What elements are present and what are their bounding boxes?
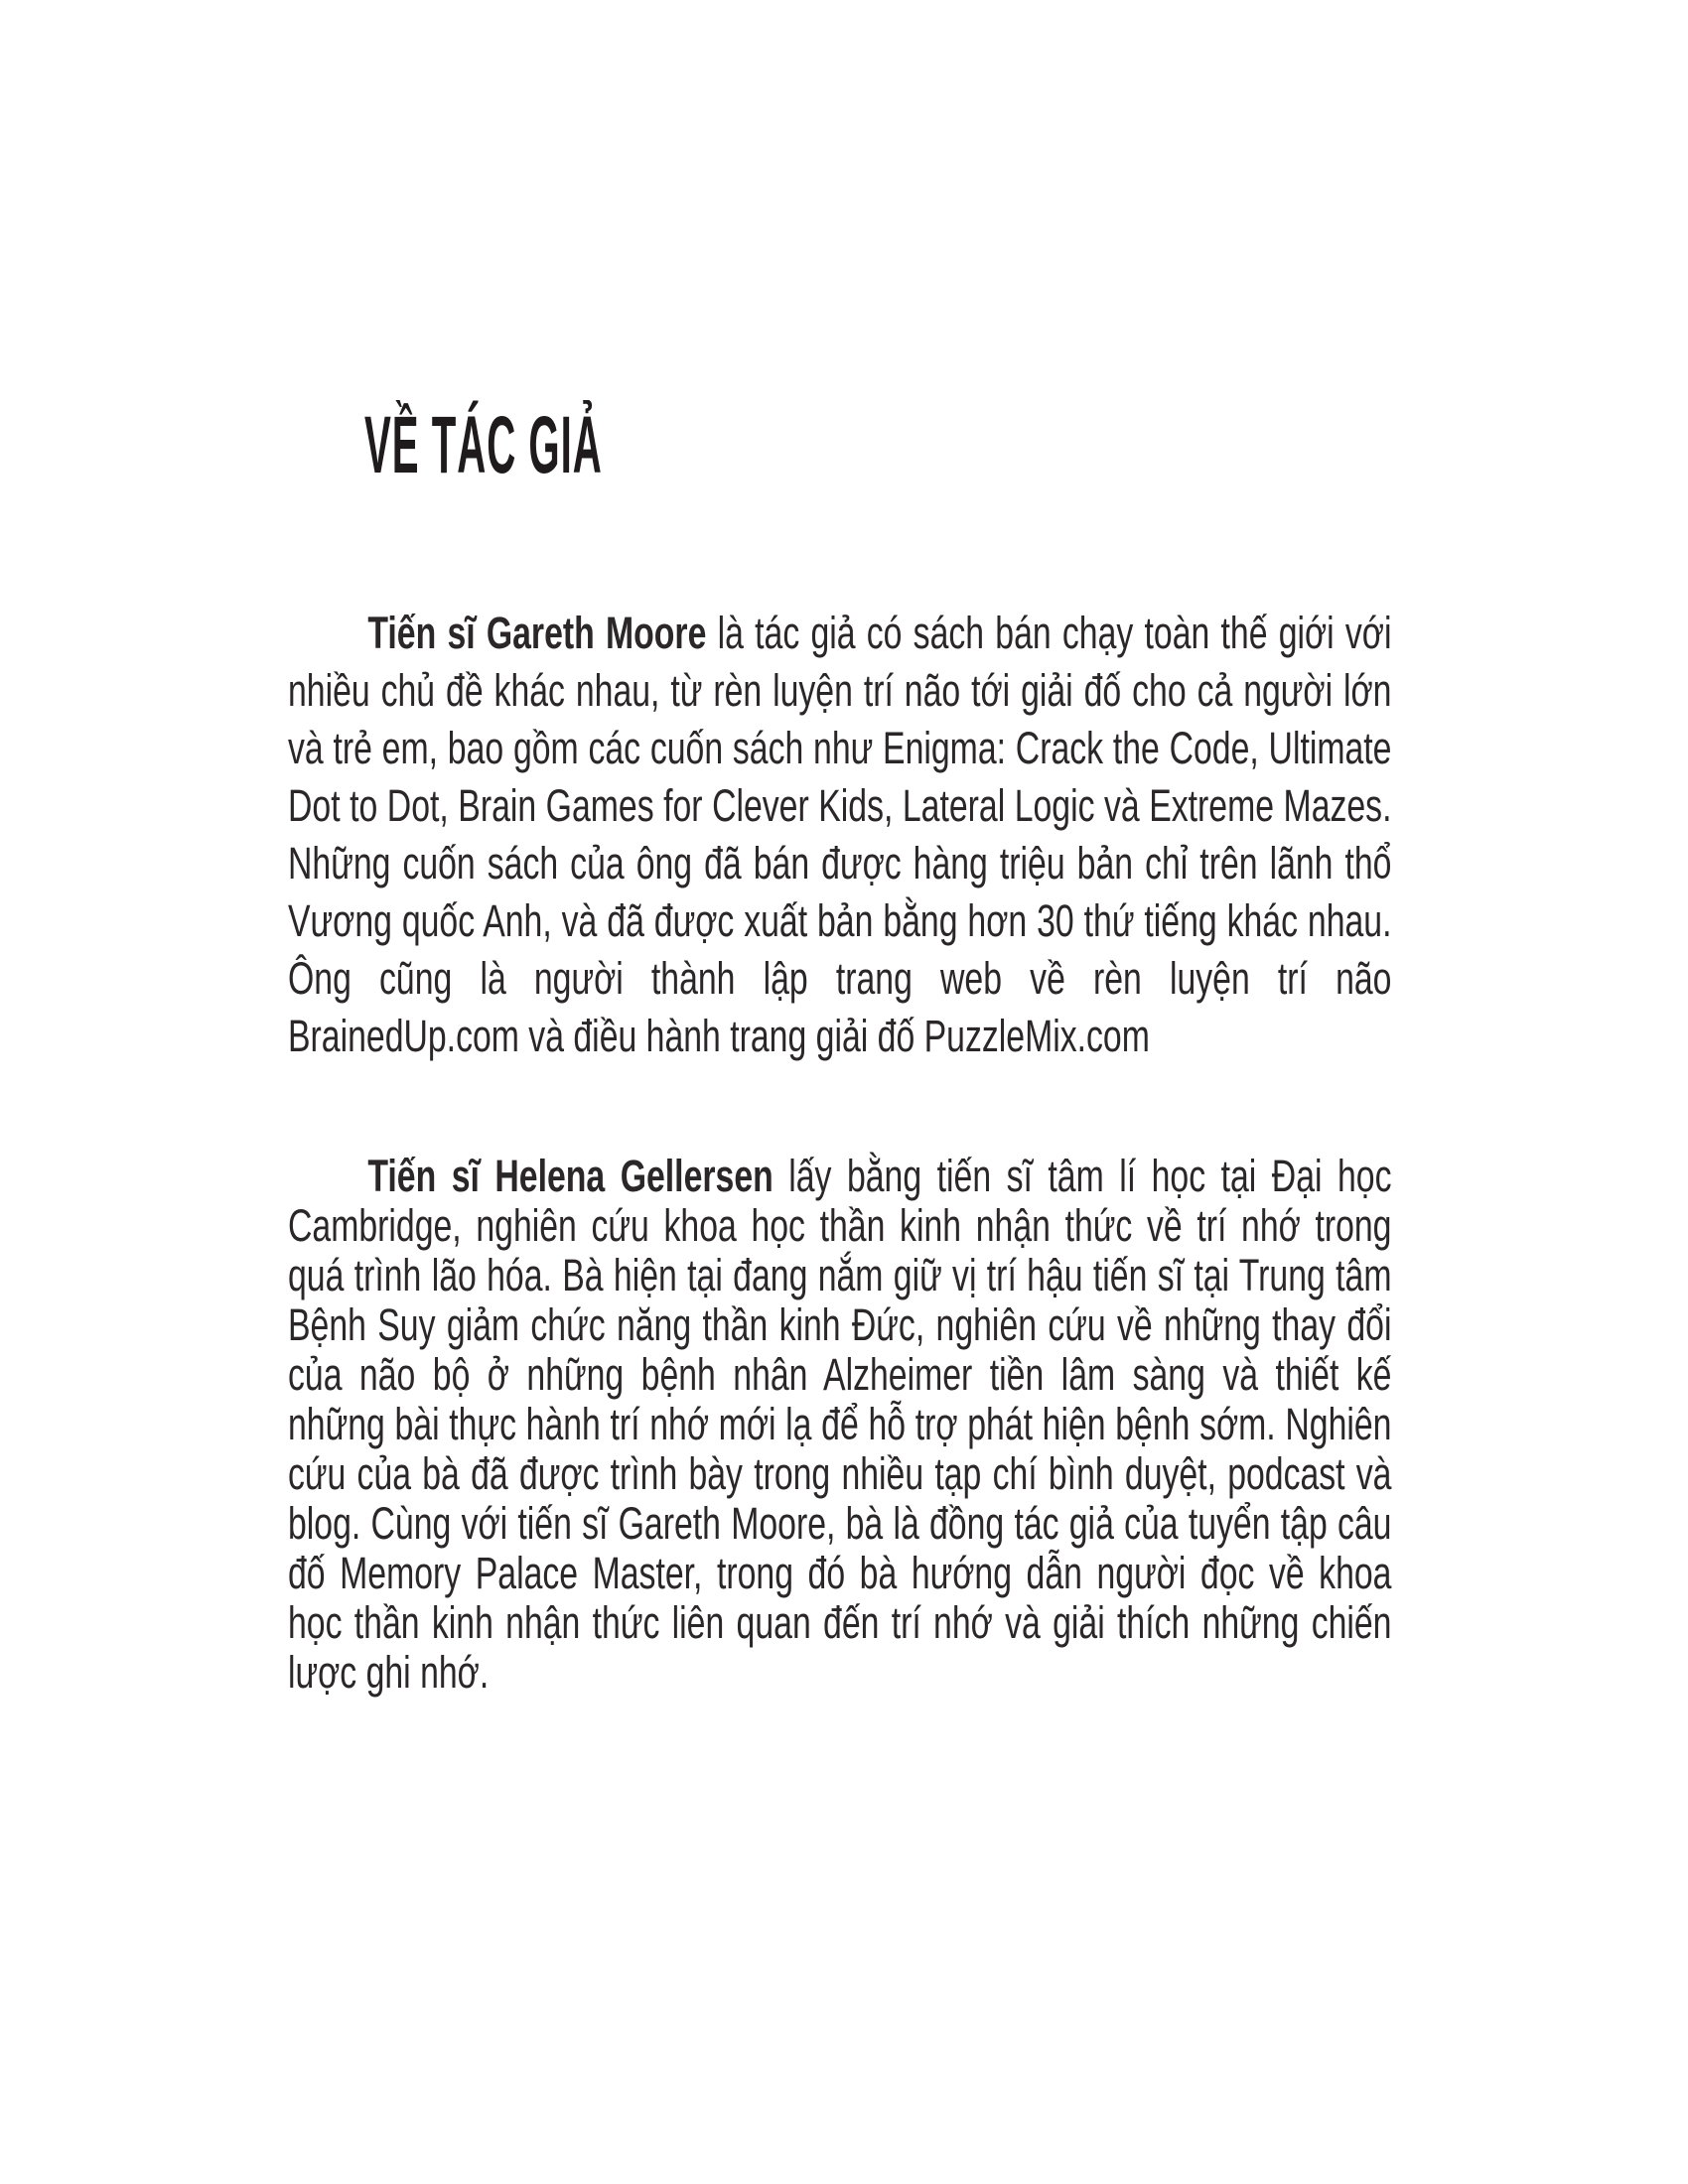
author-name-gareth-moore: Tiến sĩ Gareth Moore [367, 608, 707, 658]
author-bio-helena-gellersen-text: lấy bằng tiến sĩ tâm lí học tại Đại học Cambridge, nghiên cứu khoa học thần kinh nhận thức về trí nhớ trong quá trình lão hóa. Bà hiện tại đang nắm giữ vị trí hậu tiến sĩ tại Trung tâm Bệnh Suy giảm chức năng thần kinh Đức, nghiên cứu về những thay đổi của não bộ ở những bệnh nhân Alzheimer tiền lâm sàng và thiết kế những bài thực hành trí nhớ mới lạ để hỗ trợ phát hiện bệnh sớm. Nghiên cứu của bà đã được trình bày trong nhiều tạp chí bình duyệt, podcast và blog. Cùng với tiến sĩ Gareth Moore, bà là đồng tác giả của tuyển tập câu đố Memory Palace Master, trong đó bà hướng dẫn người đọc về khoa học thần kinh nhận thức liên quan đến trí nhớ và giải thích những chiến lược ghi nhớ. [288, 1151, 1392, 1698]
page-title: VỀ TÁC GIẢ [364, 400, 603, 490]
author-bio-gareth-moore [288, 605, 1391, 1065]
author-bio-helena-gellersen [288, 1152, 1391, 1698]
author-name-helena-gellersen: Tiến sĩ Helena Gellersen [367, 1151, 774, 1201]
author-bio-gareth-moore-text: là tác giả có sách bán chạy toàn thế giới với nhiều chủ đề khác nhau, từ rèn luyện trí não tới giải đố cho cả người lớn và trẻ em, bao gồm các cuốn sách như Enigma: Crack the Code, Ultimate Dot to Dot, Brain Games for Clever Kids, Lateral Logic và Extreme Mazes. Những cuốn sách của ông đã bán được hàng triệu bản chỉ trên lãnh thổ Vương quốc Anh, và đã được xuất bản bằng hơn 30 thứ tiếng khác nhau. Ông cũng là người thành lập trang web về rèn luyện trí não BrainedUp.com và điều hành trang giải đố PuzzleMix.com [288, 608, 1392, 1061]
